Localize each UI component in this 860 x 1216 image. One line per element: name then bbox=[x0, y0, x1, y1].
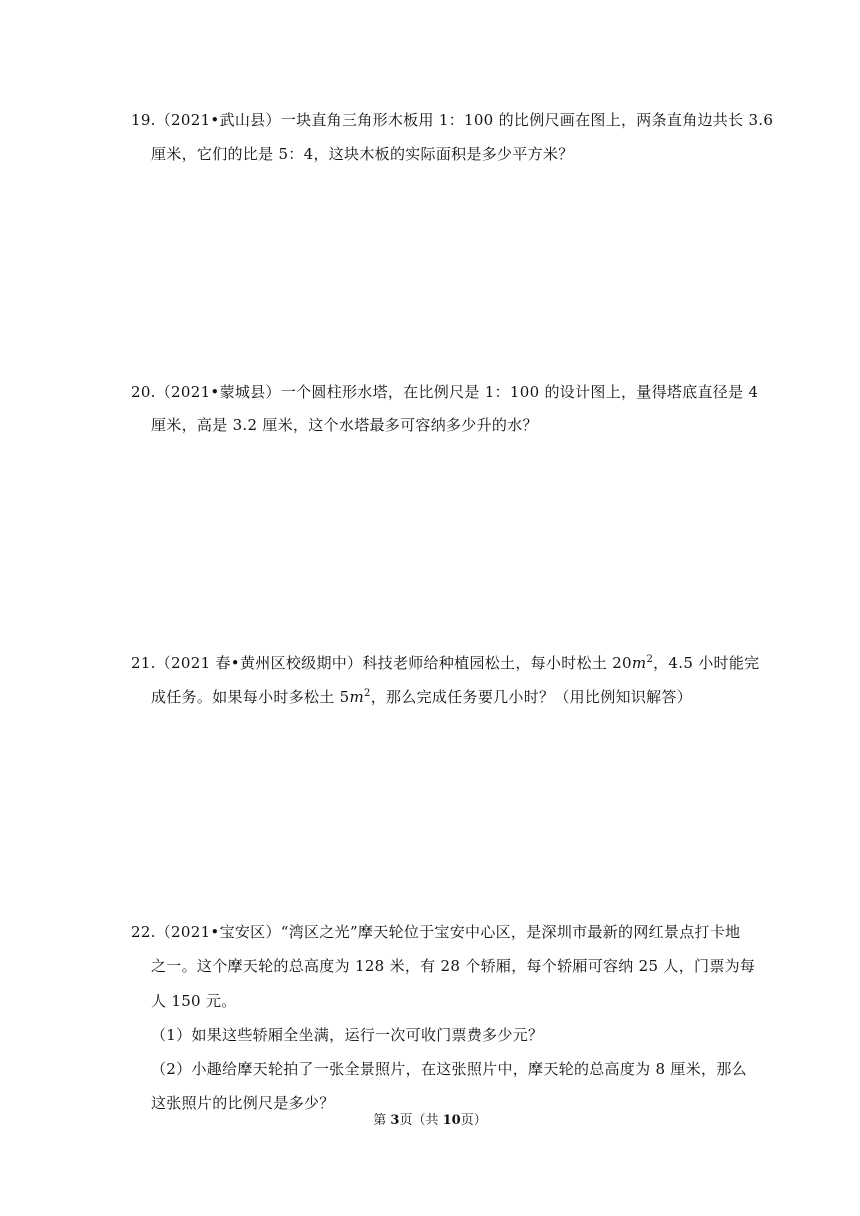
q22-line-3: 人 150 元。 bbox=[151, 992, 237, 1010]
q22-subquestion-1: （1）如果这些轿厢全坐满，运行一次可收门票费多少元？ bbox=[151, 1026, 544, 1044]
q22-subquestion-2-line-1: （2）小趣给摩天轮拍了一张全景照片，在这张照片中，摩天轮的总高度为 8 厘米，那么 bbox=[151, 1060, 747, 1078]
q21-line-1-unit: m bbox=[631, 654, 647, 672]
footer-suffix: 页） bbox=[460, 1113, 487, 1128]
q20-line-1: 20.（2021•蒙城县）一个圆柱形水塔，在比例尺是 1：100 的设计图上，量得塔底直径是 4 bbox=[131, 383, 759, 401]
q21-line-2-unit: m bbox=[349, 688, 365, 706]
footer-prefix: 第 bbox=[373, 1113, 391, 1128]
q20-line-2: 厘米，高是 3.2 厘米，这个水塔最多可容纳多少升的水？ bbox=[151, 416, 538, 434]
footer-total-pages: 10 bbox=[442, 1113, 461, 1128]
q21-line-1 bbox=[131, 653, 759, 673]
footer-page-number: 3 bbox=[390, 1113, 400, 1128]
q19-line-1: 19.（2021•武山县）一块直角三角形木板用 1：100 的比例尺画在图上，两条直角边共长 3.6 bbox=[131, 111, 774, 129]
q21-line-2-sup: 2 bbox=[364, 688, 371, 699]
q21-line-2-text: 成任务。如果每小时多松土 5 bbox=[151, 688, 350, 706]
page-footer bbox=[0, 1112, 860, 1130]
q22-line-1: 22.（2021•宝安区）“湾区之光”摩天轮位于宝安中心区，是深圳市最新的网红景点打卡地 bbox=[131, 923, 741, 941]
q21-line-2 bbox=[151, 687, 692, 707]
q21-line-1-tail: ，4.5 小时能完 bbox=[653, 654, 760, 672]
q21-line-2-tail: ，那么完成任务要几小时？（用比例知识解答） bbox=[370, 688, 693, 706]
q22-line-2: 之一。这个摩天轮的总高度为 128 米，有 28 个轿厢，每个轿厢可容纳 25 人，门票为每 bbox=[151, 957, 756, 975]
q21-line-1-sup: 2 bbox=[646, 654, 654, 665]
footer-middle: 页（共 bbox=[399, 1113, 443, 1128]
q19-line-2: 厘米，它们的比是 5：4，这块木板的实际面积是多少平方米？ bbox=[151, 145, 574, 163]
q21-line-1-text: 21.（2021 春•黄州区校级期中）科技老师给种植园松土，每小时松土 20 bbox=[131, 654, 632, 672]
q22-subquestion-2-line-2: 这张照片的比例尺是多少？ bbox=[151, 1094, 335, 1112]
